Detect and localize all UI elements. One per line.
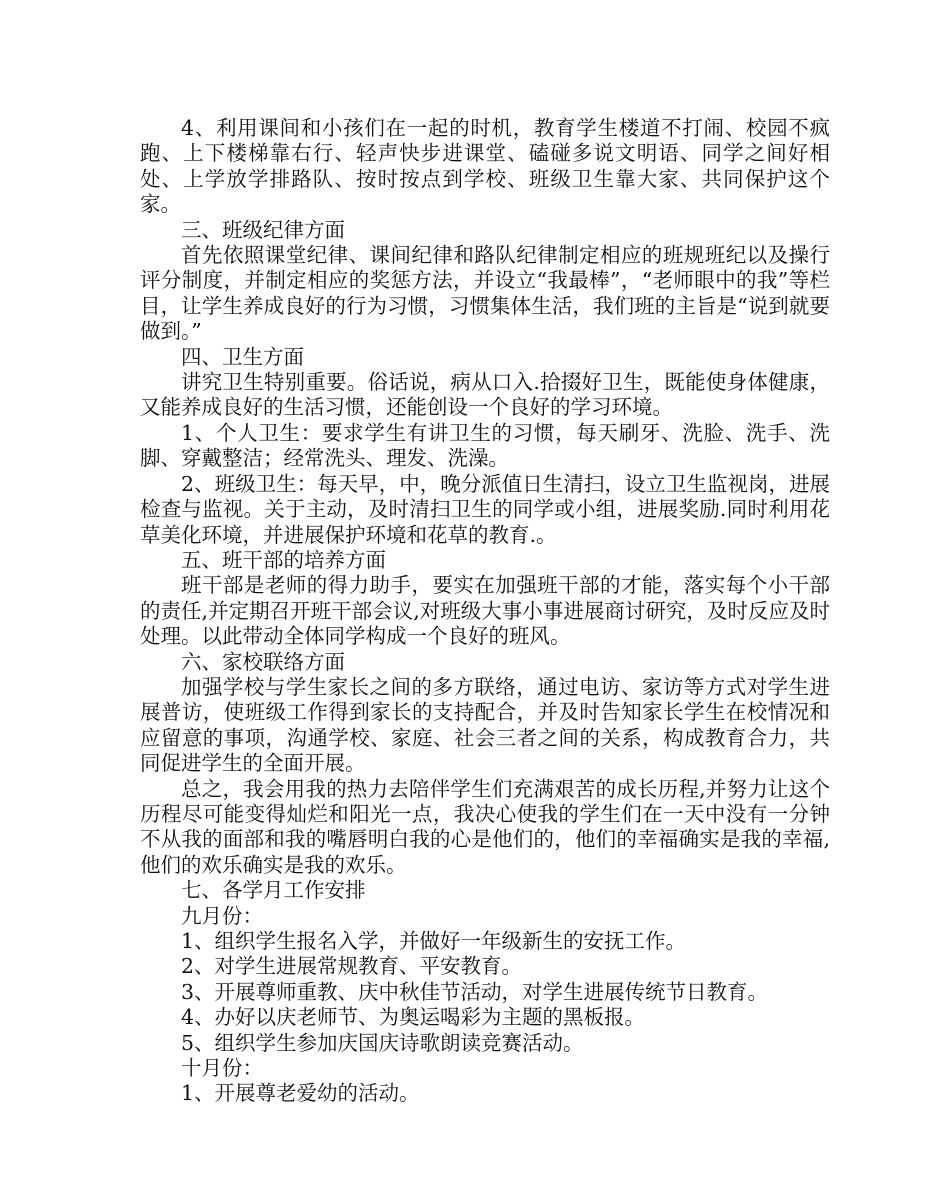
heading-home-school: 六、家校联络方面 [181, 649, 345, 674]
september-item-2: 2、对学生进展常规教育、平安教育。 [181, 954, 523, 979]
paragraph-personal-hygiene: 1、个人卫生：要求学生有讲卫生的习惯，每天刷牙、洗脸、洗手、洗脚、穿戴整洁；经常洗头、理发、洗澡。 [140, 420, 830, 471]
september-item-3: 3、开展尊师重教、庆中秋佳节活动，对学生进展传统节日教育。 [181, 979, 769, 1004]
paragraph-activity-guidance: 4、利用课间和小孩们在一起的时机，教育学生楼道不打闹、校园不疯跑、上下楼梯靠右行、轻声快步进课堂、磕碰多说文明语、同学之间好相处、上学放学排路队、按时按点到学校、班级卫生靠大家、共同保护这个家。 [140, 116, 830, 217]
document-page [140, 116, 830, 1107]
heading-class-cadres: 五、班干部的培养方面 [181, 547, 386, 572]
heading-class-discipline: 三、班级纪律方面 [181, 217, 345, 242]
paragraph-class-hygiene: 2、班级卫生：每天早，中，晚分派值日生清扫，设立卫生监视岗，进展检查与监视。关于主动，及时清扫卫生的同学或小组，进展奖励.同时利用花草美化环境，并进展保护环境和花草的教育.。 [140, 471, 830, 547]
september-item-4: 4、办好以庆老师节、为奥运喝彩为主题的黑板报。 [181, 1005, 646, 1030]
month-september-label: 九月份： [181, 903, 263, 928]
october-item-1: 1、开展尊老爱幼的活动。 [181, 1081, 420, 1106]
paragraph-home-school: 加强学校与学生家长之间的多方联络，通过电访、家访等方式对学生进展普访，使班级工作得到家长的支持配合，并及时告知家长学生在校情况和应留意的事项，沟通学校、家庭、社会三者之间的关系，构成教育合力，共同促进学生的全面开展。 [140, 674, 830, 776]
september-item-1: 1、组织学生报名入学，并做好一年级新生的安抚工作。 [181, 929, 687, 953]
september-item-5: 5、组织学生参加庆国庆诗歌朗读竞赛活动。 [181, 1030, 584, 1055]
heading-hygiene: 四、卫生方面 [181, 344, 304, 369]
paragraph-class-discipline: 首先依照课堂纪律、课间纪律和路队纪律制定相应的班规班纪以及操行评分制度，并制定相应的奖惩方法，并设立“我最棒”，“老师眼中的我”等栏目，让学生养成良好的行为习惯，习惯集体生活，我们班的主旨是“说到就要做到。” [140, 243, 830, 344]
paragraph-summary: 总之，我会用我的热力去陪伴学生们充满艰苦的成长历程,并努力让这个历程尽可能变得灿烂和阳光一点，我决心使我的学生们在一天中没有一分钟不从我的面部和我的嘴唇明白我的心是他们的，他们的幸福确实是我的幸福,他们的欢乐确实是我的欢乐。 [140, 776, 830, 877]
paragraph-class-cadres: 班干部是老师的得力助手，要实在加强班干部的才能，落实每个小干部的责任,并定期召开班干部会议,对班级大事小事进展商讨研究，及时反应及时处理。以此带动全体同学构成一个良好的班风。 [140, 573, 830, 649]
month-october-label: 十月份： [181, 1056, 263, 1081]
heading-monthly-plan: 七、各学月工作安排 [181, 878, 366, 903]
paragraph-hygiene-intro: 讲究卫生特别重要。俗话说，病从口入.拾掇好卫生，既能使身体健康，又能养成良好的生活习惯，还能创设一个良好的学习环境。 [140, 370, 830, 420]
